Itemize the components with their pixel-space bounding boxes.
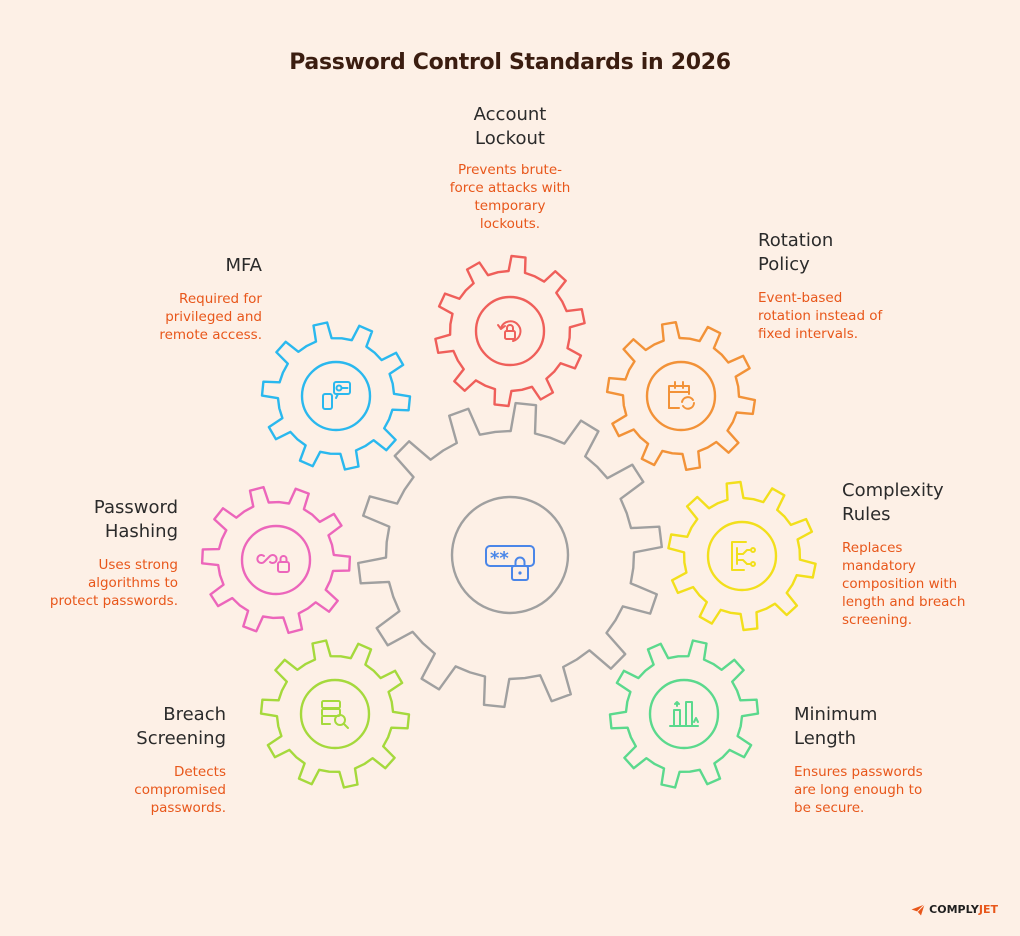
account-lockout-description: Prevents brute- force attacks with temporary lockouts. [449, 162, 571, 232]
password-hashing-title: Password Hashing [93, 497, 178, 542]
label-account-lockout [420, 103, 600, 233]
minimum-length-title: Minimum Length [794, 704, 878, 749]
label-rotation-policy [758, 229, 958, 343]
complexity-rules-title: Complexity Rules [842, 480, 944, 525]
brand-name [929, 903, 998, 916]
password-hashing-description: Uses strong algorithms to protect passwords. [49, 557, 178, 609]
label-complexity-rules [842, 479, 1012, 629]
central-gear [358, 403, 662, 707]
gear-account-lockout [435, 256, 584, 406]
gear-rotation-policy [607, 322, 755, 470]
gear-breach-screening [261, 641, 409, 788]
complexity-rules-description: Replaces mandatory composition with length and breach screening. [842, 540, 966, 628]
paper-plane-icon [911, 904, 925, 916]
account-lockout-title: Account Lockout [473, 104, 547, 149]
gear-minimum-length [610, 641, 758, 788]
brand-name-part2: JET [978, 903, 998, 916]
label-password-hashing [20, 496, 178, 610]
gear-complexity-rules [668, 482, 815, 630]
label-minimum-length [794, 703, 994, 817]
rotation-policy-description: Event-based rotation instead of fixed intervals. [758, 290, 883, 342]
mfa-title: MFA [225, 255, 262, 276]
gear-password-hashing [202, 487, 350, 633]
brand-logo [911, 903, 998, 916]
mfa-description: Required for privileged and remote access. [159, 291, 262, 343]
diagram-title: Password Control Standards in 2026 [289, 50, 731, 75]
minimum-length-description: Ensures passwords are long enough to be secure. [794, 764, 923, 816]
svg-text:**: ** [490, 548, 509, 569]
breach-screening-description: Detects compromised passwords. [134, 764, 226, 816]
gear-mfa [262, 323, 410, 470]
breach-screening-title: Breach Screening [136, 704, 226, 749]
label-breach-screening [60, 703, 226, 817]
brand-name-part1: COMPLY [929, 903, 979, 916]
rotation-policy-title: Rotation Policy [758, 230, 834, 275]
label-mfa [100, 254, 262, 344]
